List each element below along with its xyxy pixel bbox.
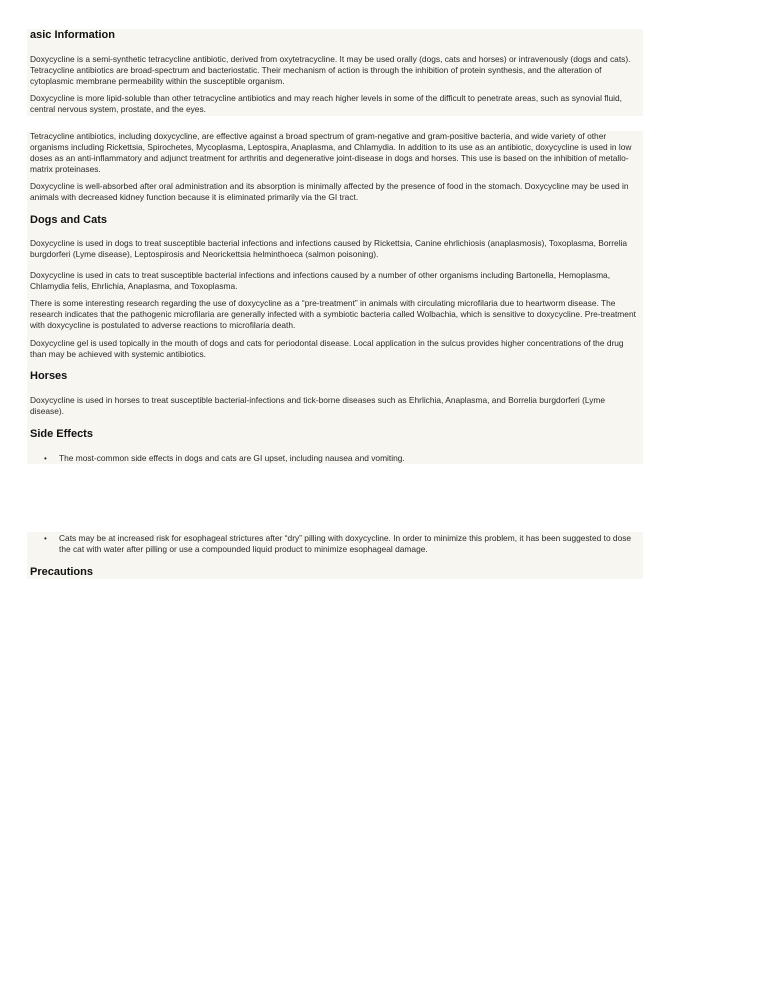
list-item <box>44 533 640 555</box>
list-item-text: The most-common side effects in dogs and cats are GI upset, including nausea and vomiting. <box>59 453 405 463</box>
heading-dogs-and-cats: Dogs and Cats <box>30 214 108 226</box>
bullet-icon: • <box>44 534 47 543</box>
paragraph-dogs-cats-3: There is some interesting research regarding the use of doxycycline as a “pre-treatment” in animals with circulating microfilaria due to heartworm disease. The research indicates that the pathogenic microfilaria are generally infected with a symbiotic bacteria called Wolbachia, which is sensitive to doxycycline. Pre-treatment with doxycycline is postulated to adverse reactions to microfilaria death. <box>30 298 636 330</box>
list-item-text: Cats may be at increased risk for esophageal strictures after “dry” pilling with doxycycline. In order to minimize this problem, it has been suggested to dose the cat with water after pilling or use a compounded liquid product to minimize esophageal damage. <box>59 533 632 554</box>
heading-precautions: Precautions <box>30 566 93 578</box>
paragraph-dogs-cats-1: Doxycycline is used in dogs to treat susceptible bacterial infections and infections caused by Rickettsia, Canine ehrlichiosis (anaplasmosis), Toxoplasma, Borrelia burgdorferi (Lyme disease), Leptospirosis and Neorickettsia helminthoeca (salmon poisoning). <box>30 238 628 259</box>
list-item <box>44 453 640 464</box>
paragraph-basic-1: Doxycycline is a semi-synthetic tetracycline antibiotic, derived from oxytetracycline. It may be used orally (dogs, cats and horses) or intravenously (dogs and cats). Tetracycline antibiotics are broad-spectrum and bacteriostatic. Their mechanism of action is through the inhibition of protein synthesis, and the alteration of cytoplasmic membrane permeability within the susceptible organism. <box>30 54 631 86</box>
heading-side-effects: Side Effects <box>30 428 93 440</box>
bullet-icon: • <box>44 454 47 463</box>
paragraph-basic-4: Doxycycline is well-absorbed after oral administration and its absorption is minimally affected by the presence of food in the stomach. Doxycycline may be used in animals with decreased kidney function because it is eliminated primarily via the GI tract. <box>30 181 629 202</box>
paragraph-horses-1: Doxycycline is used in horses to treat susceptible bacterial-infections and tick-borne diseases such as Ehrlichia, Anaplasma, and Borrelia burgdorferi (Lyme disease). <box>30 395 606 416</box>
paragraph-dogs-cats-4: Doxycycline gel is used topically in the mouth of dogs and cats for periodontal disease. Local application in the sulcus provides higher concentrations of the drug than may be achieved with systemic antibiotics. <box>30 338 624 359</box>
paragraph-basic-2: Doxycycline is more lipid-soluble than other tetracycline antibiotics and may reach higher levels in some of the difficult to penetrate areas, such as synovial fluid, central nervous system, prostate, and the eyes. <box>30 93 622 114</box>
paragraph-basic-3: Tetracycline antibiotics, including doxycycline, are effective against a broad spectrum of gram-negative and gram-positive bacteria, and wide variety of other organisms including Rickettsia, Spirochetes, Mycoplasma, Leptospira, Anaplasma, and Chlamydia. In addition to its use as an antibiotic, doxycycline is used in low doses as an anti-inflammatory and adjunct treatment for arthritis and degenerative joint-disease in dogs and horses. This use is based on the inhibition of metallo-matrix proteinases. <box>30 131 632 174</box>
heading-basic-information: asic Information <box>30 29 115 41</box>
heading-horses: Horses <box>30 370 68 382</box>
paragraph-dogs-cats-2: Doxycycline is used in cats to treat susceptible bacterial infections and infections caused by a number of other organisms including Bartonella, Hemoplasma, Chlamydia felis, Ehrlichia, Anaplasma, and Toxoplasma. <box>30 270 611 291</box>
